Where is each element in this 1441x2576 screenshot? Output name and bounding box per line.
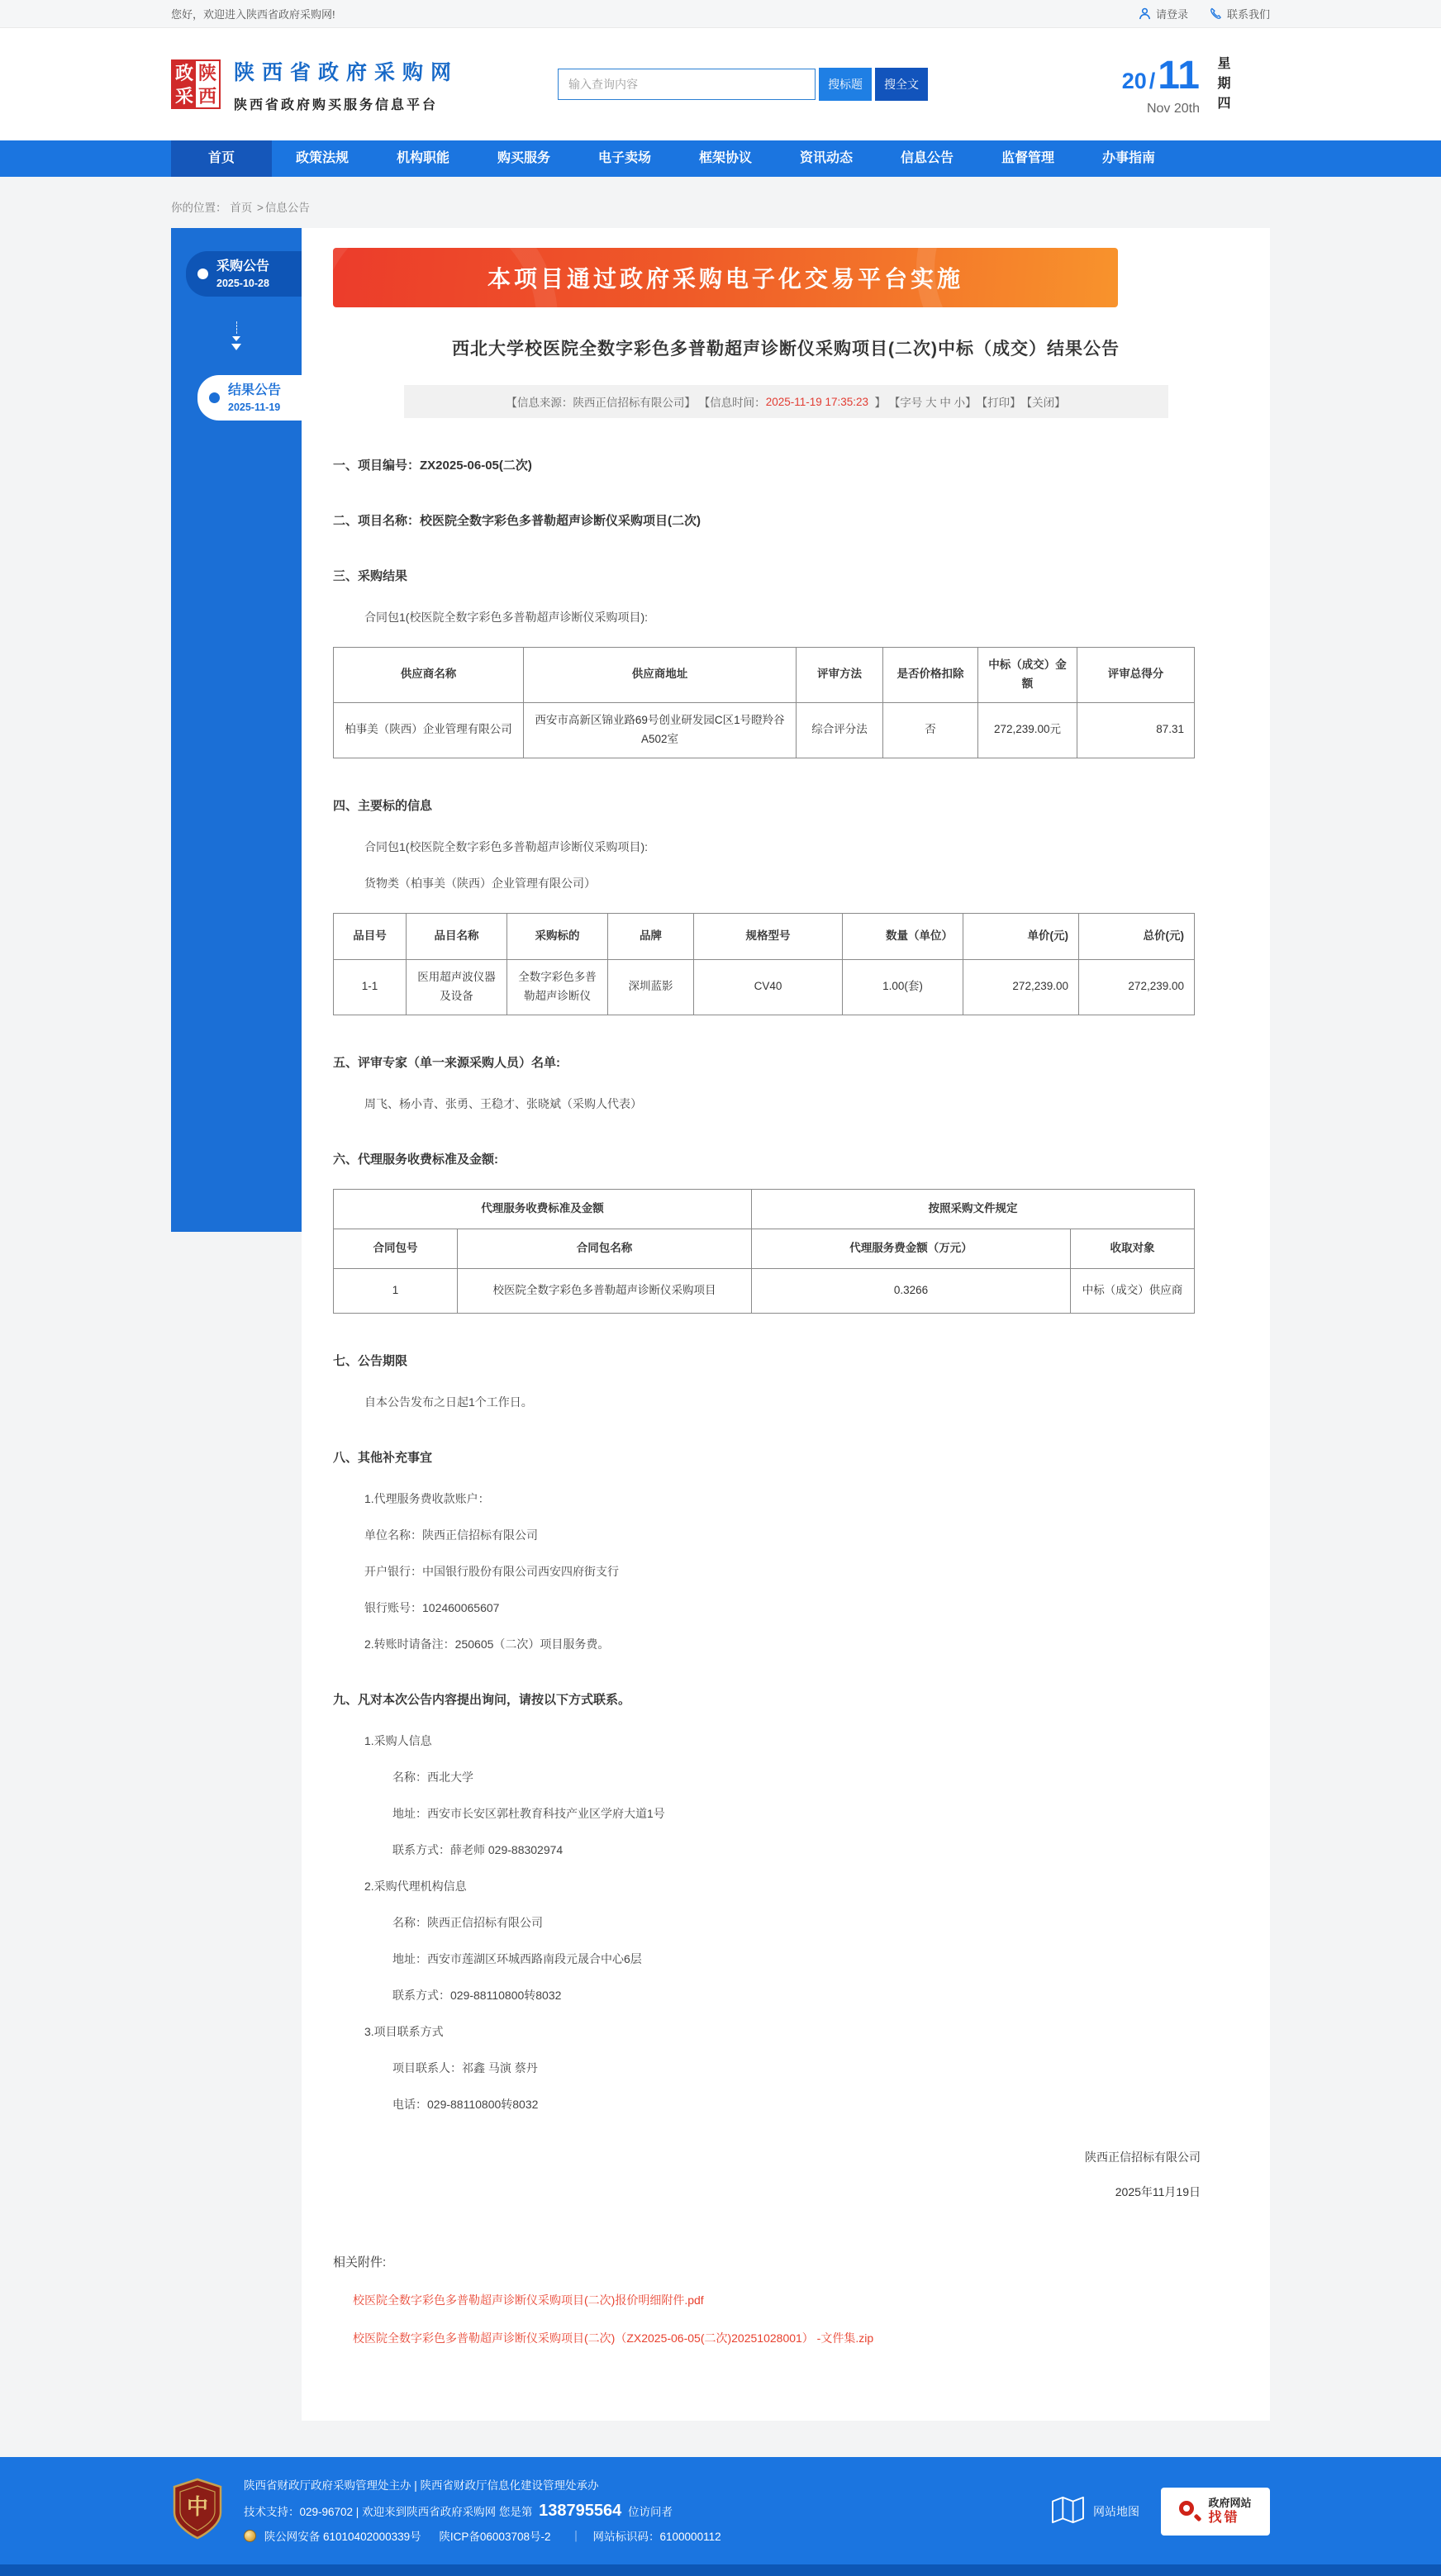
section-1-project-number: 一、项目编号：ZX2025-06-05(二次)	[333, 459, 532, 473]
search-input[interactable]	[558, 69, 816, 100]
date-english: Nov 20th	[1146, 101, 1200, 116]
nav-item-supervision[interactable]: 监督管理	[1001, 151, 1054, 165]
date-weekday: 星期四	[1215, 55, 1229, 116]
expert-names: 周飞、杨小青、张勇、王稳才、张晓斌（采购人代表）	[364, 1096, 642, 1110]
footer-bottom-strip	[0, 2564, 1441, 2576]
visitor-count: 138795564	[539, 2501, 622, 2520]
info-time: 2025-11-19 17:35:23	[765, 395, 869, 408]
nav-item-announcements[interactable]: 信息公告	[900, 151, 954, 165]
search-area	[558, 68, 928, 101]
purchaser-name: 名称：西北大学	[392, 1770, 473, 1784]
gov-site-error-report-badge[interactable]: 政府网站 找错	[1161, 2488, 1270, 2536]
transfer-remark: 2.转账时请备注：250605（二次）项目服务费。	[364, 1637, 610, 1651]
project-contact-persons: 项目联系人：祁鑫 马演 蔡丹	[392, 2060, 538, 2075]
nav-item-policies[interactable]: 政策法规	[295, 151, 349, 165]
footer-license-line: 陕公网安备 61010402000339号 陕ICP备06003708号-2 ｜ 网站标识码：6100000112	[244, 2525, 721, 2550]
footer-organizer-line: 陕西省财政厅政府采购管理处主办 | 陕西省财政厅信息化建设管理处承办	[244, 2479, 599, 2492]
contact-link[interactable]: 联系我们	[1210, 6, 1270, 21]
sidebar-item-result-announcement[interactable]: 结果公告 2025-11-19	[197, 375, 302, 421]
nav-item-purchase-service[interactable]: 购买服务	[497, 151, 550, 165]
timeline-dot-icon	[209, 392, 220, 403]
public-security-record-link[interactable]: 陕公网安备 61010402000339号	[264, 2530, 421, 2543]
main-nav	[0, 140, 1441, 177]
account-bank: 开户银行：中国银行股份有限公司西安四府街支行	[364, 1564, 619, 1578]
close-button[interactable]: 【关闭】	[1020, 397, 1066, 409]
project-contact-title: 3.项目联系方式	[364, 2024, 444, 2038]
section-3-intro: 合同包1(校医院全数字彩色多普勒超声诊断仪采购项目):	[364, 611, 648, 624]
table-row: 1 校医院全数字彩色多普勒超声诊断仪采购项目 0.3266 中标（成交）供应商	[334, 1268, 1195, 1313]
section-6-heading: 六、代理服务收费标准及金额:	[333, 1152, 498, 1167]
announcement-timeline-sidebar	[171, 228, 302, 1232]
magnifier-icon	[1179, 2501, 1201, 2522]
timeline-dot-icon	[197, 269, 208, 279]
info-source: 【信息来源：陕西正信招标有限公司】	[506, 397, 699, 409]
attachment-pdf-link[interactable]: 校医院全数字彩色多普勒超声诊断仪采购项目(二次)报价明细附件.pdf	[353, 2293, 704, 2307]
signature-date: 2025年11月19日	[1115, 2184, 1201, 2198]
date-widget: 20 /11 Nov 20th 星期四	[1122, 53, 1270, 116]
site-identification-code: 网站标识码：6100000112	[592, 2530, 721, 2543]
article-meta-bar: 【信息来源：陕西正信招标有限公司】 【信息时间： 2025-11-19 17:35:23 】 【字号 大 中 小】 【打印】 【关闭】	[404, 385, 1168, 418]
agency-address: 地址：西安市莲湖区环城西路南段元晟合中心6层	[392, 1951, 642, 1965]
print-button[interactable]: 【打印】	[976, 397, 1021, 409]
logo-left-characters: 政采	[173, 61, 196, 107]
announcement-period: 自本公告发布之日起1个工作日。	[364, 1395, 533, 1409]
article-card	[302, 228, 1270, 2421]
table-row: 1-1 医用超声波仪器及设备 全数字彩色多普勒超声诊断仪 深圳蓝影 CV40 1.00(套) 272,239.00 272,239.00	[334, 959, 1195, 1015]
site-subtitle: 陕西省政府购买服务信息平台	[234, 97, 439, 112]
site-header	[0, 28, 1441, 140]
search-fulltext-button[interactable]: 搜全文	[875, 68, 928, 101]
login-link[interactable]: 请登录	[1139, 6, 1188, 21]
agency-contact: 联系方式：029-88110800转8032	[392, 1988, 562, 2002]
sitemap-link[interactable]: 网站地图	[1050, 2495, 1139, 2527]
logo-right-characters: 陕西	[196, 61, 219, 107]
nav-item-functions[interactable]: 机构职能	[396, 151, 449, 165]
bid-subject-table: 品目号 品目名称 采购标的 品牌 规格型号 数量（单位） 单价(元) 总价(元) 1-1 医用超声波仪器及设备 全数字彩色多普勒超声诊断仪 深圳蓝影 CV40 1.00(套) 272,239.00 272,239.00	[333, 913, 1195, 1015]
site-logo	[171, 59, 221, 109]
section-2-project-name: 二、项目名称：校医院全数字彩色多普勒超声诊断仪采购项目(二次)	[333, 514, 701, 528]
attachments-label: 相关附件:	[333, 2255, 387, 2269]
nav-item-news[interactable]: 资讯动态	[799, 151, 853, 165]
procurement-result-table: 供应商名称 供应商地址 评审方法 是否价格扣除 中标（成交）金额 评审总得分 柏事美（陕西）企业管理有限公司 西安市高新区锦业路69号创业研发园C区1号瞪羚谷A502室 综合评分法 否 272,239.00元 87.31	[333, 647, 1195, 758]
section-7-heading: 七、公告期限	[333, 1353, 408, 1368]
section-4-intro-2: 货物类（柏事美（陕西）企业管理有限公司）	[364, 876, 596, 890]
section-5-heading: 五、评审专家（单一来源采购人员）名单:	[333, 1055, 560, 1070]
timeline-arrow-icon	[171, 321, 302, 350]
purchaser-info-title: 1.采购人信息	[364, 1733, 432, 1747]
breadcrumb-current: 信息公告	[264, 202, 310, 214]
attachment-zip-link[interactable]: 校医院全数字彩色多普勒超声诊断仪采购项目(二次)（ZX2025-06-05(二次)20251028001） -文件集.zip	[353, 2331, 874, 2345]
section-9-heading: 九、凡对本次公告内容提出询问，请按以下方式联系。	[333, 1692, 631, 1707]
purchaser-address: 地址：西安市长安区郭杜教育科技产业区学府大道1号	[392, 1806, 665, 1820]
project-contact-phone: 电话：029-88110800转8032	[392, 2097, 539, 2111]
agency-info-title: 2.采购代理机构信息	[364, 1879, 467, 1893]
svg-text:中: 中	[186, 2494, 209, 2520]
agency-name: 名称：陕西正信招标有限公司	[392, 1915, 543, 1929]
nav-item-guide[interactable]: 办事指南	[1101, 151, 1155, 165]
credit-emblem-icon	[171, 2478, 224, 2545]
table-row: 柏事美（陕西）企业管理有限公司 西安市高新区锦业路69号创业研发园C区1号瞪羚谷A502室 综合评分法 否 272,239.00元 87.31	[334, 702, 1195, 758]
breadcrumb-home-link[interactable]: 首页	[230, 202, 253, 214]
purchaser-contact: 联系方式：薛老师 029-88302974	[392, 1842, 564, 1856]
e-trading-platform-banner: 本项目通过政府采购电子化交易平台实施	[333, 248, 1118, 307]
fee-account-line: 1.代理服务费收款账户：	[364, 1491, 490, 1505]
search-title-button[interactable]: 搜标题	[819, 68, 872, 101]
nav-item-framework[interactable]: 框架协议	[698, 151, 752, 165]
section-8-heading: 八、其他补充事宜	[333, 1450, 433, 1465]
icp-record-link[interactable]: 陕ICP备06003708号-2	[439, 2530, 551, 2543]
signature-company: 陕西正信招标有限公司	[1085, 2150, 1201, 2164]
sidebar-item-procurement-announcement[interactable]: 采购公告 2025-10-28	[186, 251, 302, 297]
phone-icon	[1210, 7, 1222, 20]
user-icon	[1139, 7, 1151, 20]
section-4-heading: 四、主要标的信息	[333, 798, 433, 813]
font-size-controls[interactable]: 【字号 大 中 小】	[888, 397, 977, 409]
signature-block	[333, 2149, 1239, 2200]
account-company: 单位名称：陕西正信招标有限公司	[364, 1528, 538, 1542]
agency-fee-table: 代理服务收费标准及金额 按照采购文件规定 合同包号 合同包名称 代理服务费金额（万元） 收取对象 1 校医院全数字彩色多普勒超声诊断仪采购项目 0.3266 中标（成交）供应商	[333, 1189, 1195, 1314]
public-security-badge-icon	[244, 2530, 256, 2542]
map-icon	[1050, 2495, 1085, 2527]
nav-item-home[interactable]: 首页	[171, 140, 272, 177]
page-title: 西北大学校医院全数字彩色多普勒超声诊断仪采购项目(二次)中标（成交）结果公告	[452, 340, 1120, 359]
welcome-text: 您好，欢迎进入陕西省政府采购网!	[171, 8, 335, 21]
footer-support-line: 技术支持：029-96702 | 欢迎来到陕西省政府采购网 您是第 138795564 位访问者	[244, 2501, 673, 2520]
date-day: 20	[1121, 68, 1147, 93]
section-4-intro-1: 合同包1(校医院全数字彩色多普勒超声诊断仪采购项目):	[364, 839, 648, 853]
breadcrumb: 你的位置： 首页 > 信息公告	[171, 202, 310, 214]
section-3-heading: 三、采购结果	[333, 569, 408, 583]
nav-item-e-market[interactable]: 电子卖场	[597, 151, 651, 165]
account-number: 银行账号：102460065607	[364, 1600, 500, 1614]
site-footer	[0, 2457, 1441, 2576]
date-month: 11	[1158, 53, 1200, 97]
site-title: 陕西省政府采购网	[234, 60, 459, 84]
top-utility-bar	[0, 0, 1441, 28]
